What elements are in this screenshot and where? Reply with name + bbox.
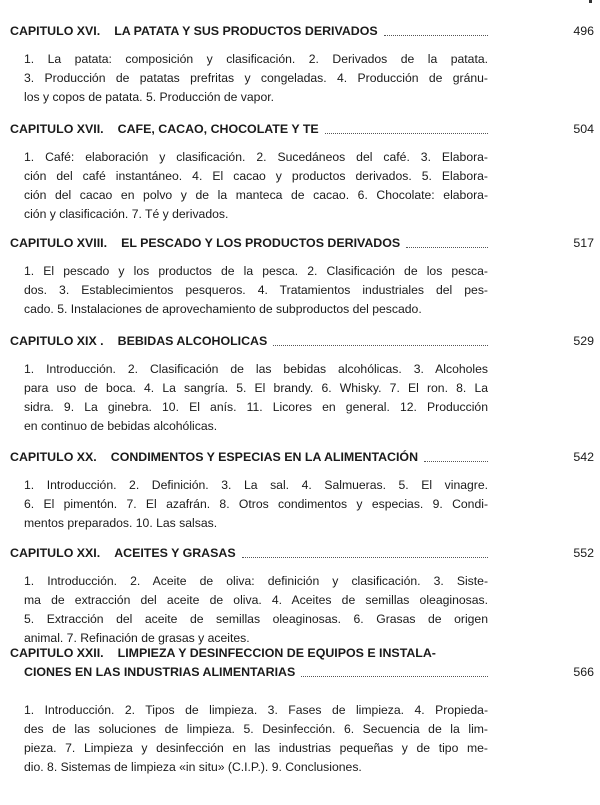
chapter-summary: [24, 360, 488, 436]
summary-line: mentos preparados. 10. Las salsas.: [24, 516, 218, 530]
summary-line: 1. El pescado y los productos de la pesca. 2. Clasificación de los pesca-: [24, 264, 488, 278]
page-mark: [589, 0, 592, 3]
dot-leader: [242, 544, 488, 558]
summary-line: 1. Introducción. 2. Clasificación de las bebidas alcohólicas. 3. Alcoholes: [24, 362, 488, 376]
summary-line: cado. 5. Instalaciones de aprovechamiento de subproductos del pescado.: [24, 302, 422, 316]
dot-leader: [325, 120, 488, 134]
chapter-entry: [0, 448, 600, 530]
dot-leader: [301, 663, 488, 677]
chapter-heading: [0, 544, 600, 563]
chapter-summary: [24, 262, 488, 319]
summary-line: los y copos de patata. 5. Producción de vapor.: [24, 90, 275, 104]
summary-line: pieza. 7. Limpieza y desinfección en las industrias pequeñas y de tipo me-: [24, 741, 488, 755]
chapter-label: CAPITULO XXI.: [10, 546, 101, 560]
chapter-title: CONDIMENTOS Y ESPECIAS EN LA ALIMENTACIÓN: [110, 450, 419, 464]
summary-line: 1. Introducción. 2. Definición. 3. La sal. 4. Salmueras. 5. El vinagre.: [24, 478, 488, 492]
summary-line: 1. La patata: composición y clasificación. 2. Derivados de la patata.: [24, 52, 488, 66]
chapter-heading: [0, 644, 600, 682]
chapter-heading: [0, 332, 600, 351]
dot-leader: [384, 22, 488, 36]
summary-line: animal. 7. Refinación de grasas y aceites.: [24, 631, 250, 645]
chapter-entry: [0, 332, 600, 433]
summary-line: 1. Café: elaboración y clasificación. 2. Sucedáneos del café. 3. Elabora-: [24, 150, 488, 164]
page-number: 496: [573, 24, 594, 38]
chapter-summary: [24, 148, 488, 224]
chapter-entry: [0, 544, 600, 645]
chapter-entry: [0, 120, 600, 221]
summary-line: 1. Introducción. 2. Tipos de limpieza. 3. Fases de limpieza. 4. Propieda-: [24, 703, 488, 717]
chapter-label: CAPITULO XVIII.: [10, 236, 108, 250]
chapter-entry: [0, 22, 600, 104]
summary-line: dos. 3. Establecimientos pesqueros. 4. Tratamientos industriales del pes-: [24, 283, 488, 297]
chapter-title-cont: CIONES EN LAS INDUSTRIAS ALIMENTARIAS: [24, 665, 296, 679]
chapter-heading: [0, 448, 600, 467]
summary-line: ción del cacao en polvo y de la manteca de cacao. 6. Chocolate: elabora-: [24, 188, 488, 202]
summary-line: 6. El pimentón. 7. El azafrán. 8. Otros condimentos y especias. 9. Condi-: [24, 497, 488, 511]
summary-line: 3. Producción de patatas prefritas y congeladas. 4. Producción de gránu-: [24, 71, 488, 85]
chapter-title: LIMPIEZA Y DESINFECCION DE EQUIPOS E INSTALA-: [117, 646, 436, 660]
chapter-title: EL PESCADO Y LOS PRODUCTOS DERIVADOS: [121, 236, 401, 250]
dot-leader: [406, 234, 488, 248]
chapter-heading: [0, 234, 600, 253]
dot-leader: [424, 448, 488, 462]
page-number: 529: [573, 334, 594, 348]
page-number: 552: [573, 546, 594, 560]
summary-line: ma de extracción del aceite de oliva. 4. Aceites de semillas oleaginosas.: [24, 593, 488, 607]
summary-line: en continuo de bebidas alcohólicas.: [24, 419, 218, 433]
chapter-summary: [24, 50, 488, 107]
chapter-heading: [0, 22, 600, 41]
chapter-heading: [0, 120, 600, 139]
chapter-label: CAPITULO XVII.: [10, 122, 104, 136]
page-number: 542: [573, 450, 594, 464]
chapter-summary: [24, 476, 488, 533]
summary-line: des de las soluciones de limpieza. 5. Desinfección. 6. Secuencia de la lim-: [24, 722, 488, 736]
chapter-summary: [24, 701, 488, 777]
summary-line: dio. 8. Sistemas de limpieza «in situ» (C.I.P.). 9. Conclusiones.: [24, 760, 362, 774]
chapter-title: CAFE, CACAO, CHOCOLATE Y TE: [117, 122, 319, 136]
chapter-label: CAPITULO XX.: [10, 450, 97, 464]
chapter-label: CAPITULO XXII.: [10, 646, 104, 660]
dot-leader: [273, 332, 488, 346]
summary-line: para uso de boca. 4. La sangría. 5. El brandy. 6. Whisky. 7. El ron. 8. La: [24, 381, 488, 395]
chapter-title: ACEITES Y GRASAS: [114, 546, 236, 560]
summary-line: sidra. 9. La ginebra. 10. El anís. 11. Licores en general. 12. Producción: [24, 400, 488, 414]
chapter-summary: [24, 572, 488, 648]
chapter-entry: [0, 234, 600, 316]
summary-line: 5. Extracción del aceite de semillas oleaginosas. 6. Grasas de origen: [24, 612, 488, 626]
chapter-title: BEBIDAS ALCOHOLICAS: [117, 334, 268, 348]
chapter-label: CAPITULO XVI.: [10, 24, 101, 38]
summary-line: ción del café instantáneo. 4. El cacao y productos derivados. 5. Elabora-: [24, 169, 488, 183]
page-number: 517: [573, 236, 594, 250]
summary-line: 1. Introducción. 2. Aceite de oliva: definición y clasificación. 3. Siste-: [24, 574, 488, 588]
chapter-title: LA PATATA Y SUS PRODUCTOS DERIVADOS: [114, 24, 378, 38]
page-number: 504: [573, 122, 594, 136]
chapter-entry: [0, 644, 600, 774]
summary-line: ción y clasificación. 7. Té y derivados.: [24, 207, 229, 221]
chapter-label: CAPITULO XIX .: [10, 334, 104, 348]
page-number: 566: [573, 665, 594, 679]
